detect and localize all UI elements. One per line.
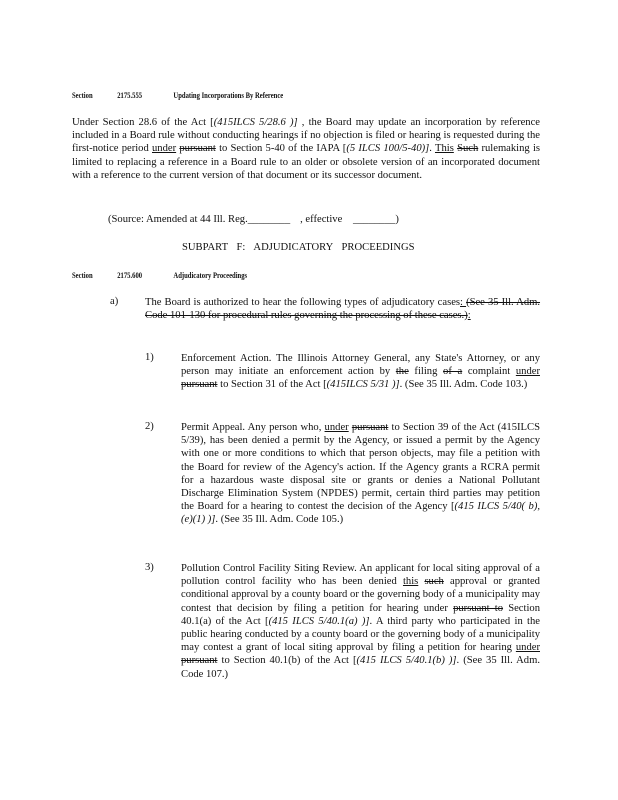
- section-label: Section: [72, 90, 93, 100]
- section-label: Section: [72, 270, 93, 280]
- subpart-heading: SUBPART F: ADJUDICATORY PROCEEDINGS: [182, 242, 415, 253]
- item-a-body: The Board is authorized to hear the following types of adjudicatory cases: (See 35 Ill. Adm. Code 101-130 for procedural rules governing the processing of these cases.):: [145, 297, 541, 322]
- item-2-body: Permit Appeal. Any person who, under pursuant to Section 39 of the Act (415ILCS 5/39), has been denied a permit by the Agency, or issued a permit by the Agency with one or more conditions to which that person objects, may file a petition with the Board for review of the Agency's action. If the Agency grants a RCRA permit for a hazardous waste disposal site or grants or denies a National Pollutant Discharge Elimination System (NPDES) permit, certain third parties may petition the Board for a hearing to contest the decision of the Agency [(415 ILCS 5/40( b), (e)(1) )]. (See 35 Ill. Adm. Code 105.): [181, 422, 540, 526]
- item-3-body: Pollution Control Facility Siting Review. An applicant for local siting approval of a pollution control facility who has been denied this such approval or granted conditional approval by a county board or the governing body of a municipality may contest that decision by filing a petition for hearing under pursuant to Section 40.1(a) of the Act [(415 ILCS 5/40.1(a) )]. A third party who participated in the public hearing conducted by a county board or the governing body of a municipality may contest a grant of local siting approval by filing a petition for hearing under pursuant to Section 40.1(b) of the Act [(415 ILCS 5/40.1(b) )]. (See 35 Ill. Adm. Code 107.): [181, 563, 540, 680]
- item-3-marker: 3): [145, 562, 154, 573]
- item-1-body: Enforcement Action. The Illinois Attorney General, any State's Attorney, or any person may initiate an enforcement action by the filing of a complaint under pursuant to Section 31 of the Act [(415ILCS 5/31 )]. (See 35 Ill. Adm. Code 103.): [181, 353, 540, 391]
- item-2-marker: 2): [145, 421, 154, 432]
- section-heading-555: [72, 90, 283, 100]
- section-number: 2175.600: [117, 270, 143, 280]
- section-555-body: Under Section 28.6 of the Act [(415ILCS 5/28.6 )] , the Board may update an incorporation by reference included in a Board rule without conducting hearings if no objection is filed or hearing is requested during the first-notice period under pursuant to Section 5-40 of the IAPA [(5 ILCS 100/5-40)]. This Such rulemaking is limited to replacing a reference in a Board rule to an older or obsolete version of an incorporated document with a reference to the current version of that document or its successor document.: [72, 117, 541, 181]
- source-note: (Source: Amended at 44 Ill. Reg.________ , effective ________): [108, 214, 399, 225]
- section-number: 2175.555: [117, 90, 143, 100]
- item-1-marker: 1): [145, 352, 154, 363]
- item-a-marker: a): [110, 296, 119, 307]
- section-title: Updating Incorporations By Reference: [173, 90, 284, 100]
- section-title: Adjudicatory Proceedings: [173, 270, 248, 280]
- section-heading-600: [72, 270, 247, 280]
